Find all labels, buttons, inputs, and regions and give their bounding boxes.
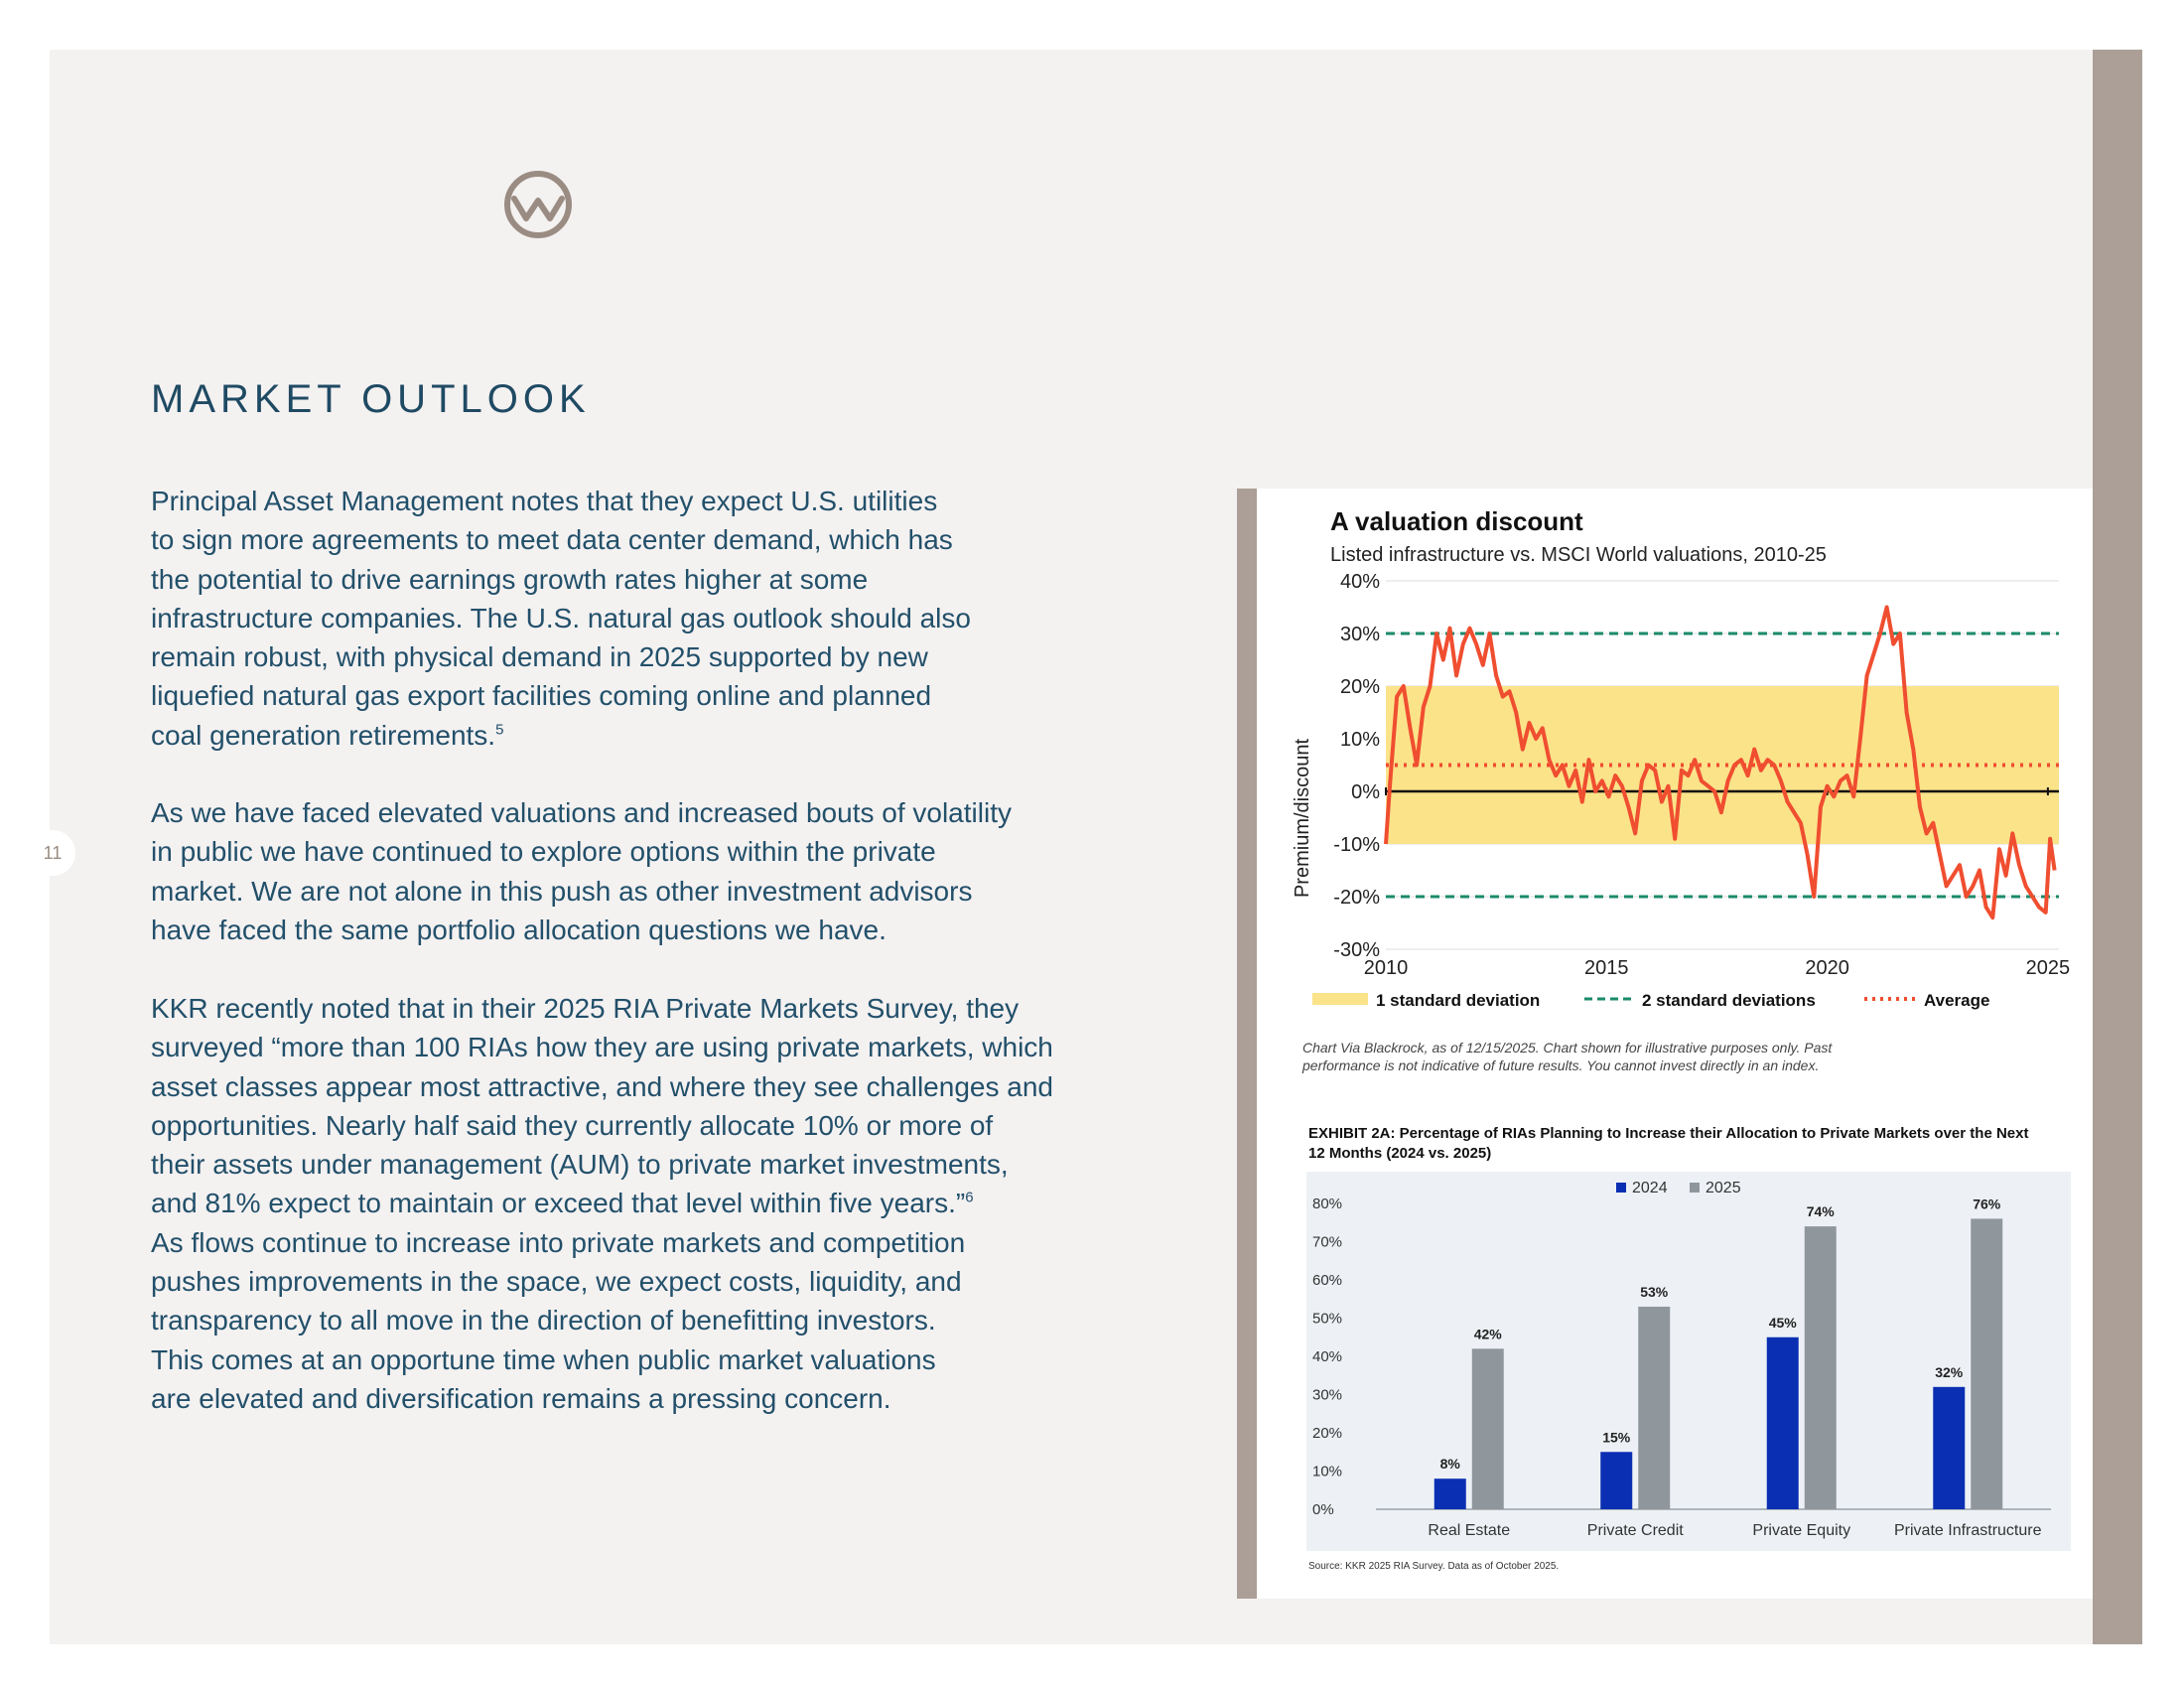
paragraph-line: coal generation retirements. [151, 719, 496, 751]
paragraph-line: remain robust, with physical demand in 2025 supported by new [151, 641, 928, 673]
footnote-marker: 6 [965, 1190, 974, 1207]
paragraph-line: KKR recently noted that in their 2025 RIA Private Markets Survey, they [151, 993, 1020, 1024]
paragraph-line: transparency to all move in the direction of benefitting investors. [151, 1305, 936, 1336]
paragraph-line: pushes improvements in the space, we expect costs, liquidity, and [151, 1266, 962, 1298]
bar-value-label: 15% [1602, 1429, 1631, 1446]
valuation-discount-chart [1292, 506, 2070, 1073]
bar-2024 [1600, 1452, 1632, 1509]
bar-2025 [1805, 1226, 1837, 1509]
y-tick-label: 20% [1312, 1425, 1343, 1442]
chart2-title-line1: EXHIBIT 2A: Percentage of RIAs Planning to Increase their Allocation to Private Markets over the Next [1308, 1125, 2029, 1142]
bar-2025 [1638, 1307, 1670, 1509]
page-title: MARKET OUTLOOK [151, 377, 591, 421]
paragraph-line: opportunities. Nearly half said they currently allocate 10% or more of [151, 1109, 994, 1141]
chart1-subtitle: Listed infrastructure vs. MSCI World valuations, 2010-25 [1330, 544, 1827, 566]
chart1-title: A valuation discount [1330, 506, 1583, 536]
paragraph-line: and 81% expect to maintain or exceed that level within five years.” [151, 1188, 966, 1219]
legend-swatch-2025 [1690, 1183, 1700, 1193]
y-tick-label: -10% [1333, 834, 1380, 856]
paragraph-line: Principal Asset Management notes that they expect U.S. utilities [151, 486, 938, 516]
x-tick-label: 2010 [1363, 957, 1409, 979]
category-label: Private Infrastructure [1894, 1522, 2042, 1539]
y-tick-label: 50% [1312, 1310, 1343, 1328]
legend-swatch-std-band [1312, 993, 1368, 1005]
paragraph-utilities [151, 482, 1154, 755]
legend-label-2std: 2 standard deviations [1642, 991, 1816, 1010]
legend-swatch-2024 [1616, 1183, 1626, 1193]
right-accent-bar [2093, 50, 2142, 1644]
paragraph-line: As we have faced elevated valuations and increased bouts of volatility [151, 797, 1012, 828]
paragraph-line: have faced the same portfolio allocation questions we have. [151, 914, 887, 945]
bar-2025 [1971, 1218, 2002, 1509]
paragraph-line: asset classes appear most attractive, and where they see challenges and [151, 1070, 1053, 1102]
y-tick-label: 40% [1339, 571, 1380, 593]
y-tick-label: -30% [1333, 939, 1380, 961]
bar-value-label: 53% [1640, 1283, 1669, 1300]
bar-value-label: 76% [1973, 1196, 2001, 1212]
paragraph-line: infrastructure companies. The U.S. natural gas outlook should also [151, 602, 971, 633]
bar-value-label: 74% [1806, 1203, 1835, 1220]
paragraph-line: market. We are not alone in this push as other investment advisors [151, 875, 973, 907]
y-tick-label: -20% [1333, 887, 1380, 909]
paragraph-line: As flows continue to increase into private markets and competition [151, 1226, 966, 1258]
ria-allocation-chart [1306, 1125, 2071, 1572]
paragraph-line: are elevated and diversification remains a pressing concern. [151, 1382, 891, 1414]
paragraph-line: surveyed “more than 100 RIAs how they are using private markets, which [151, 1032, 1053, 1063]
bar-value-label: 42% [1473, 1326, 1502, 1342]
bar-2024 [1767, 1337, 1799, 1509]
category-label: Private Credit [1586, 1522, 1684, 1539]
category-label: Real Estate [1428, 1522, 1511, 1539]
chart2-title-line2: 12 Months (2024 vs. 2025) [1308, 1145, 1492, 1162]
x-tick-label: 2015 [1584, 957, 1629, 979]
chart1-note-line1: Chart Via Blackrock, as of 12/15/2025. Chart shown for illustrative purposes only. Past [1302, 1040, 1833, 1055]
y-tick-label: 10% [1312, 1463, 1343, 1480]
y-tick-label: 0% [1312, 1501, 1334, 1518]
legend-label-2025: 2025 [1706, 1180, 1741, 1196]
y-tick-label: 40% [1312, 1348, 1343, 1365]
chart-panel [1257, 489, 2093, 1599]
bar-2024 [1434, 1478, 1466, 1509]
y-tick-label: 0% [1351, 781, 1380, 803]
x-tick-label: 2020 [1805, 957, 1849, 979]
chart1-note-line2: performance is not indicative of future results. You cannot invest directly in an index. [1302, 1057, 1820, 1073]
paragraph-volatility [151, 793, 1154, 949]
footnote-marker: 5 [495, 721, 504, 739]
bar-value-label: 45% [1768, 1314, 1797, 1331]
y-tick-label: 30% [1312, 1386, 1343, 1404]
legend-label-average: Average [1924, 991, 1990, 1010]
y-tick-label: 70% [1312, 1233, 1343, 1251]
paragraph-line: liquefied natural gas export facilities coming online and planned [151, 680, 932, 712]
circle-w-logo [502, 169, 574, 240]
legend-label-std: 1 standard deviation [1376, 991, 1541, 1010]
y-tick-label: 30% [1339, 624, 1380, 645]
legend-label-2024: 2024 [1632, 1180, 1668, 1196]
page-number: 11 [30, 830, 75, 876]
chart1-ylabel: Premium/discount [1292, 738, 1313, 899]
charts-canvas [1257, 489, 2093, 1599]
x-tick-label: 2025 [2025, 957, 2071, 979]
bar-value-label: 32% [1935, 1363, 1964, 1380]
chart2-source: Source: KKR 2025 RIA Survey. Data as of October 2025. [1308, 1561, 1560, 1572]
y-tick-label: 80% [1312, 1196, 1343, 1212]
paragraph-line: to sign more agreements to meet data center demand, which has [151, 524, 953, 556]
bar-2025 [1472, 1348, 1504, 1509]
paragraph-line: their assets under management (AUM) to private market investments, [151, 1149, 1009, 1181]
chart-panel-strip [1237, 489, 1257, 1599]
paragraph-line: the potential to drive earnings growth rates higher at some [151, 563, 869, 595]
category-label: Private Equity [1752, 1522, 1851, 1539]
bar-value-label: 8% [1439, 1456, 1460, 1473]
paragraph-line: This comes at an opportune time when public market valuations [151, 1343, 936, 1375]
y-tick-label: 20% [1339, 676, 1380, 698]
y-tick-label: 10% [1339, 729, 1380, 751]
bar-2024 [1933, 1387, 1965, 1509]
paragraph-line: in public we have continued to explore options within the private [151, 836, 936, 868]
paragraph-kkr-survey [151, 989, 1154, 1418]
y-tick-label: 60% [1312, 1272, 1343, 1289]
